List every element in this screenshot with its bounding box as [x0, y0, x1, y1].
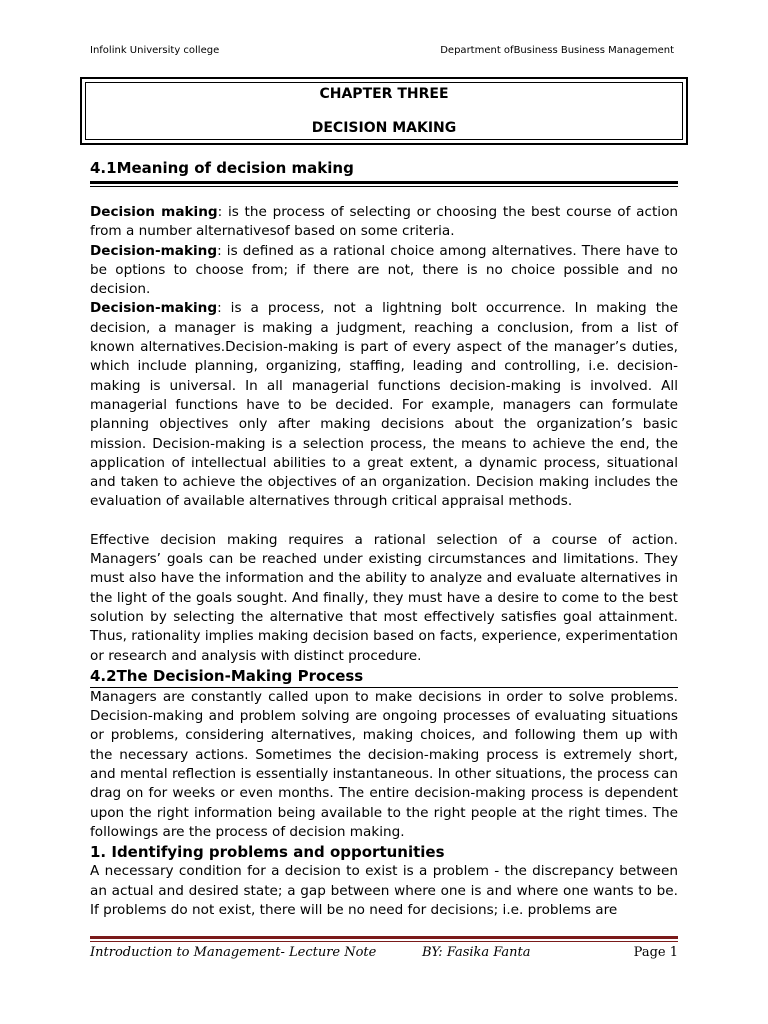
paragraph-identifying-problems: A necessary condition for a decision to exist is a problem - the discrepancy between an actual and desired state; a gap between where one is and where one wants to be. If problems do not exist, there will be no need for decisions; i.e. problems are [90, 863, 678, 918]
definition-text: : is defined as a rational choice among alternatives. There have to be options to choose from; if there are not, there is no choice possible and no decision. [90, 242, 678, 298]
chapter-subtitle: DECISION MAKING [311, 120, 457, 136]
chapter-title-box [80, 77, 688, 145]
paragraph-definition-1 [90, 203, 678, 242]
term-decision-making: Decision-making [90, 242, 218, 259]
footer-rule-thick [90, 936, 678, 939]
term-decision-making: Decision making [90, 204, 218, 220]
footer-page-number: Page 1 [633, 945, 678, 960]
chapter-title: CHAPTER THREE [319, 86, 449, 102]
spacer [90, 187, 678, 203]
paragraph-definition-2 [90, 242, 678, 300]
paragraph-definition-3 [90, 299, 678, 511]
document-body [90, 158, 678, 920]
header-institution: Infolink University college [90, 45, 220, 56]
section-heading-4-2: 4.2The Decision-Making Process [90, 666, 678, 688]
term-decision-making: Decision-making [90, 300, 218, 317]
footer-rule-thin [90, 941, 678, 942]
footer-author: BY: Fasika Fanta [422, 945, 531, 960]
definition-text: : is the process of selecting or choosing the best course of action from a number alternativesof based on some criteria. [90, 204, 679, 240]
footer-course-title: Introduction to Management- Lecture Note [90, 945, 377, 960]
section-heading-4-1: 4.1Meaning of decision making [90, 159, 354, 177]
definition-text: : is a process, not a lightning bolt occurrence. In making the decision, a manager is making a judgment, reaching a conclusion, from a list of known alternatives.Decision-making is part of every aspect of the manager’s duties, which include planning, organizing, staffing, leading and controlling, i.e. decision-making is universal. In all managerial functions decision-making is involved. All managerial functions have to be decided. For example, managers can formulate planning objectives only after making decisions about the organization’s basic mission. Decision-making is a selection process, the means to achieve the end, the application of intellectual abilities to a great extent, a dynamic process, situational and taken to achieve the objectives of an organization. Decision making includes the evaluation of available alternatives through critical appraisal methods. [90, 300, 678, 510]
paragraph-decision-process: Managers are constantly called upon to make decisions in order to solve problems. Decision-making and problem solving are ongoing processes of evaluating situations or problems, considering alternatives, making choices, and following them up with the necessary actions. Sometimes the decision-making process is extremely short, and mental reflection is essentially instantaneous. In other situations, the process can drag on for weeks or even months. The entire decision-making process is dependent upon the right information being available to the right people at the right times. The followings are the process of decision making. [90, 688, 678, 840]
header-department: Department ofBusiness Business Management [440, 45, 674, 56]
subsection-heading-identifying-problems: 1. Identifying problems and opportunities [90, 843, 445, 862]
paragraph-effective-decision-making: Effective decision making requires a rational selection of a course of action. Managers’ goals can be reached under existing circumstances and limitations. They must also have the information and the ability to analyze and evaluate alternatives in the light of the goals sought. And finally, they must have a desire to come to the best solution by selecting the alternative that most effectively satisfies goal attainment. Thus, rationality implies making decision based on facts, experience, experimentation or research and analysis with distinct procedure. [90, 531, 678, 664]
spacer [90, 512, 678, 531]
